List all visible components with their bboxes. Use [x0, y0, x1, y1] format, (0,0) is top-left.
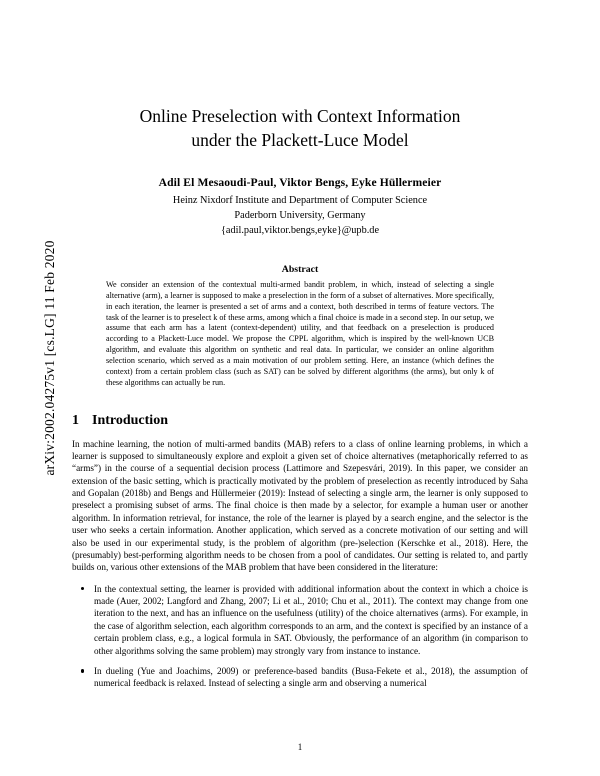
arxiv-stamp — [0, 0, 57, 776]
page-number: 1 — [297, 742, 303, 752]
paper-content — [72, 0, 528, 776]
affiliation-block — [72, 194, 528, 238]
affiliation-line-1: Heinz Nixdorf Institute and Department of Computer Science — [172, 195, 428, 207]
section-paragraph: In machine learning, the notion of multi-armed bandits (MAB) refers to a class of online learning problems, in which a learner is supposed to simultaneously explore and exploit a given set of choice alternatives (metaphorically referred to as “arms”) in the course of a sequential decision process (Lattimore and Szepesvári, 2019). In this paper, we consider an extension of the basic setting, which is practically motivated by the problem of preselection as recently introduced by Saha and Gopalan (2018b) and Bengs and Hüllermeier (2019): Instead of selecting a single arm, the learner is only supposed to preselect a promising subset of arms. The final choice is then made by a selector, for example a human user or another algorithm. In information retrieval, for instance, the role of the learner is played by a search engine, and the selector is the user who seeks a certain information. Another application, which served as a concrete motivation of our setting and will also be used in our experimental study, is the problem of algorithm (pre-)selection (Kerschke et al., 2018). Here, the (presumably) best-performing algorithm needs to be chosen from a pool of candidates. Our setting is related to, and partly builds on, various other extensions of the MAB problem that have been considered in the literature: — [72, 438, 528, 573]
list-item-text: In dueling (Yue and Joachims, 2009) or preference-based bandits (Busa-Fekete et al., 2018), the assumption of numerical feedback is relaxed. Instead of selecting a single arm and observing a numerical — [94, 665, 528, 689]
list-item-text: In the contextual setting, the learner is provided with additional information about the context in which a choice is made (Auer, 2002; Langford and Zhang, 2007; Li et al., 2010; Chu et al., 2011). The context may change from one iteration to the next, and has an influence on the usefulness (utility) of the choice alternatives (arms). For example, in the case of algorithm selection, each algorithm corresponds to an arm, and the context is specified by an instance of a certain problem class, e.g., a logical formula in SAT. Obviously, the performance of an algorithm (in comparison to other algorithms solving the same problem) may strongly vary from instance to instance. — [94, 583, 528, 656]
bullet-icon — [81, 587, 84, 590]
bullet-icon — [81, 669, 84, 672]
author-list: Adil El Mesaoudi-Paul, Viktor Bengs, Eyke Hüllermeier — [158, 176, 442, 190]
arxiv-stamp-text: arXiv:2002.04275v1 [cs.LG] 11 Feb 2020 — [42, 240, 57, 476]
section-heading-introduction — [72, 413, 528, 429]
title-line-1: Online Preselection with Context Information — [139, 106, 461, 126]
list-item — [72, 583, 528, 657]
abstract-heading: Abstract — [281, 264, 319, 276]
title-line-2: under the Plackett-Luce Model — [191, 130, 409, 151]
list-item — [72, 665, 528, 690]
section-number: 1 — [72, 412, 79, 428]
related-work-list — [72, 583, 528, 690]
abstract-text: We consider an extension of the contextual multi-armed bandit problem, in which, instead of selecting a single alternative (arm), a learner is supposed to make a preselection in the form of a subset of alternatives. More specifically, in each iteration, the learner is presented a set of arms and a context, both described in terms of feature vectors. The task of the learner is to preselect k of these arms, among which a final choice is made in a second step. In our setup, we assume that each arm has a latent (context-dependent) utility, and that feedback on a preselection is produced according to a Plackett-Luce model. We propose the CPPL algorithm, which is inspired by the well-known UCB algorithm, and evaluate this algorithm on synthetic and real data. In particular, we consider an online algorithm selection scenario, which served as a main motivation of our problem setting. Here, an instance (which defines the context) from a certain problem class (such as SAT) can be solved by different algorithms (the arms), but only k of these algorithms can actually be run. — [106, 280, 494, 387]
page-title — [72, 104, 528, 152]
affiliation-email: {adil.paul,viktor.bengs,eyke}@upb.de — [220, 224, 380, 236]
section-title: Introduction — [92, 412, 168, 428]
affiliation-line-2: Paderborn University, Germany — [234, 209, 366, 221]
